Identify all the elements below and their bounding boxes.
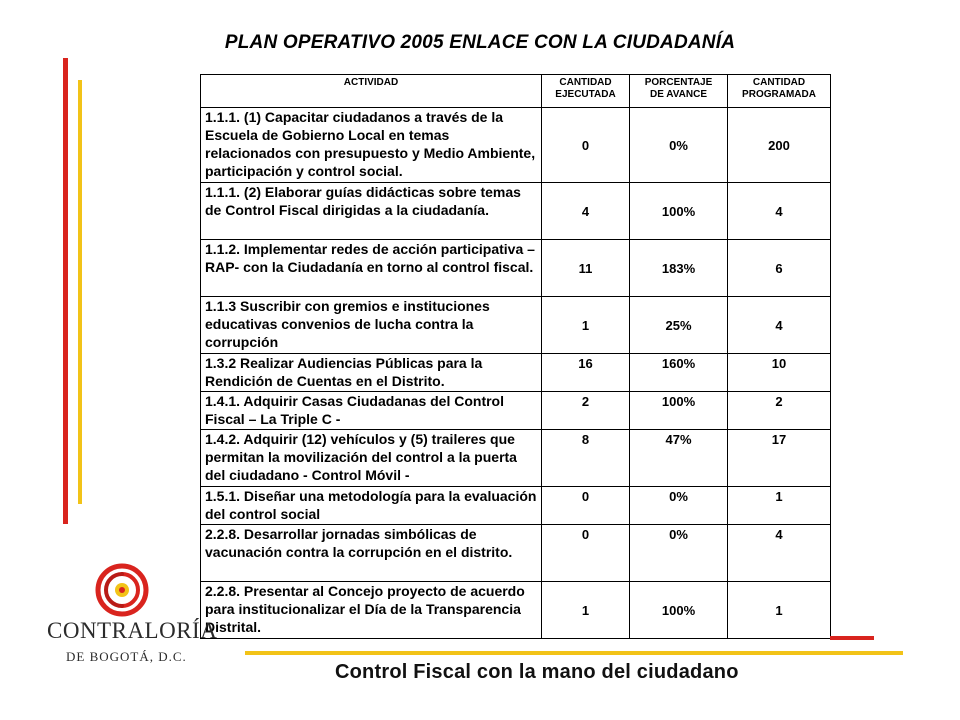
programada-cell: 4 — [728, 525, 831, 582]
ejecutada-cell: 4 — [542, 183, 630, 240]
ejecutada-cell: 0 — [542, 108, 630, 183]
avance-cell: 0% — [630, 525, 728, 582]
avance-cell: 0% — [630, 108, 728, 183]
avance-cell: 25% — [630, 297, 728, 354]
ejecutada-cell: 8 — [542, 430, 630, 487]
yellow-vertical-stripe — [78, 80, 82, 504]
table-row — [201, 487, 831, 525]
table-row — [201, 430, 831, 487]
header-line: PORCENTAJE — [644, 77, 713, 88]
avance-cell: 100% — [630, 392, 728, 430]
red-vertical-stripe — [63, 58, 68, 524]
actividad-cell: 1.1.2. Implementar redes de acción participativa – RAP- con la Ciudadanía en torno al control fiscal. — [201, 240, 542, 297]
avance-cell: 183% — [630, 240, 728, 297]
avance-cell: 160% — [630, 354, 728, 392]
avance-cell: 100% — [630, 183, 728, 240]
table-row — [201, 525, 831, 582]
programada-cell: 4 — [728, 183, 831, 240]
programada-cell: 200 — [728, 108, 831, 183]
actividad-cell: 2.2.8. Desarrollar jornadas simbólicas de vacunación contra la corrupción en el distrito. — [201, 525, 542, 582]
table-header-row — [201, 75, 831, 108]
programada-cell: 17 — [728, 430, 831, 487]
brand-subtitle: DE BOGOTÁ, D.C. — [66, 649, 187, 664]
actividad-cell: 1.1.1. (2) Elaborar guías didácticas sobre temas de Control Fiscal dirigidas a la ciudadanía. — [201, 183, 542, 240]
header-cantidad-ejecutada — [542, 75, 630, 108]
table-row — [201, 392, 831, 430]
programada-cell: 4 — [728, 297, 831, 354]
ejecutada-cell: 2 — [542, 392, 630, 430]
table-row — [201, 354, 831, 392]
header-line: CANTIDAD — [559, 77, 612, 88]
table-row — [201, 582, 831, 639]
header-line: DE AVANCE — [649, 89, 708, 100]
header-cantidad-programada — [728, 75, 831, 108]
header-line: PROGRAMADA — [742, 89, 816, 100]
table-row — [201, 297, 831, 354]
programada-cell: 1 — [728, 487, 831, 525]
actividad-cell: 1.3.2 Realizar Audiencias Públicas para la Rendición de Cuentas en el Distrito. — [201, 354, 542, 392]
avance-cell: 100% — [630, 582, 728, 639]
brand-name: CONTRALORÍA — [47, 618, 218, 643]
actividad-cell: 1.4.1. Adquirir Casas Ciudadanas del Control Fiscal – La Triple C - — [201, 392, 542, 430]
table-row — [201, 183, 831, 240]
header-porcentaje-avance — [630, 75, 728, 108]
actividad-cell: 2.2.8. Presentar al Concejo proyecto de acuerdo para institucionalizar el Día de la Transparencia Distrital. — [201, 582, 542, 639]
table-row — [201, 240, 831, 297]
yellow-horizontal-stripe — [245, 651, 903, 655]
avance-cell: 47% — [630, 430, 728, 487]
programada-cell: 1 — [728, 582, 831, 639]
table-row — [201, 108, 831, 183]
ejecutada-cell: 0 — [542, 525, 630, 582]
avance-cell: 0% — [630, 487, 728, 525]
ejecutada-cell: 16 — [542, 354, 630, 392]
ejecutada-cell: 1 — [542, 582, 630, 639]
page-title: PLAN OPERATIVO 2005 ENLACE CON LA CIUDADANÍA — [224, 32, 736, 53]
actividad-cell: 1.1.3 Suscribir con gremios e instituciones educativas convenios de lucha contra la corrupción — [201, 297, 542, 354]
programada-cell: 2 — [728, 392, 831, 430]
header-line: CANTIDAD — [752, 77, 806, 88]
ejecutada-cell: 0 — [542, 487, 630, 525]
ejecutada-cell: 1 — [542, 297, 630, 354]
programada-cell: 10 — [728, 354, 831, 392]
slogan: Control Fiscal con la mano del ciudadano — [335, 661, 739, 683]
actividad-cell: 1.1.1. (1) Capacitar ciudadanos a través de la Escuela de Gobierno Local en temas relacionados con presupuesto y Medio Ambiente, participación y control social. — [201, 108, 542, 183]
header-actividad-label: ACTIVIDAD — [343, 77, 399, 88]
header-actividad — [201, 75, 542, 108]
contraloria-logo-icon — [92, 560, 152, 620]
red-horizontal-stripe — [830, 636, 874, 640]
programada-cell: 6 — [728, 240, 831, 297]
plan-table — [200, 74, 831, 639]
actividad-cell: 1.5.1. Diseñar una metodología para la evaluación del control social — [201, 487, 542, 525]
ejecutada-cell: 11 — [542, 240, 630, 297]
header-line: EJECUTADA — [555, 89, 616, 100]
actividad-cell: 1.4.2. Adquirir (12) vehículos y (5) traileres que permitan la movilización del control a la puerta del ciudadano - Control Móvil - — [201, 430, 542, 487]
